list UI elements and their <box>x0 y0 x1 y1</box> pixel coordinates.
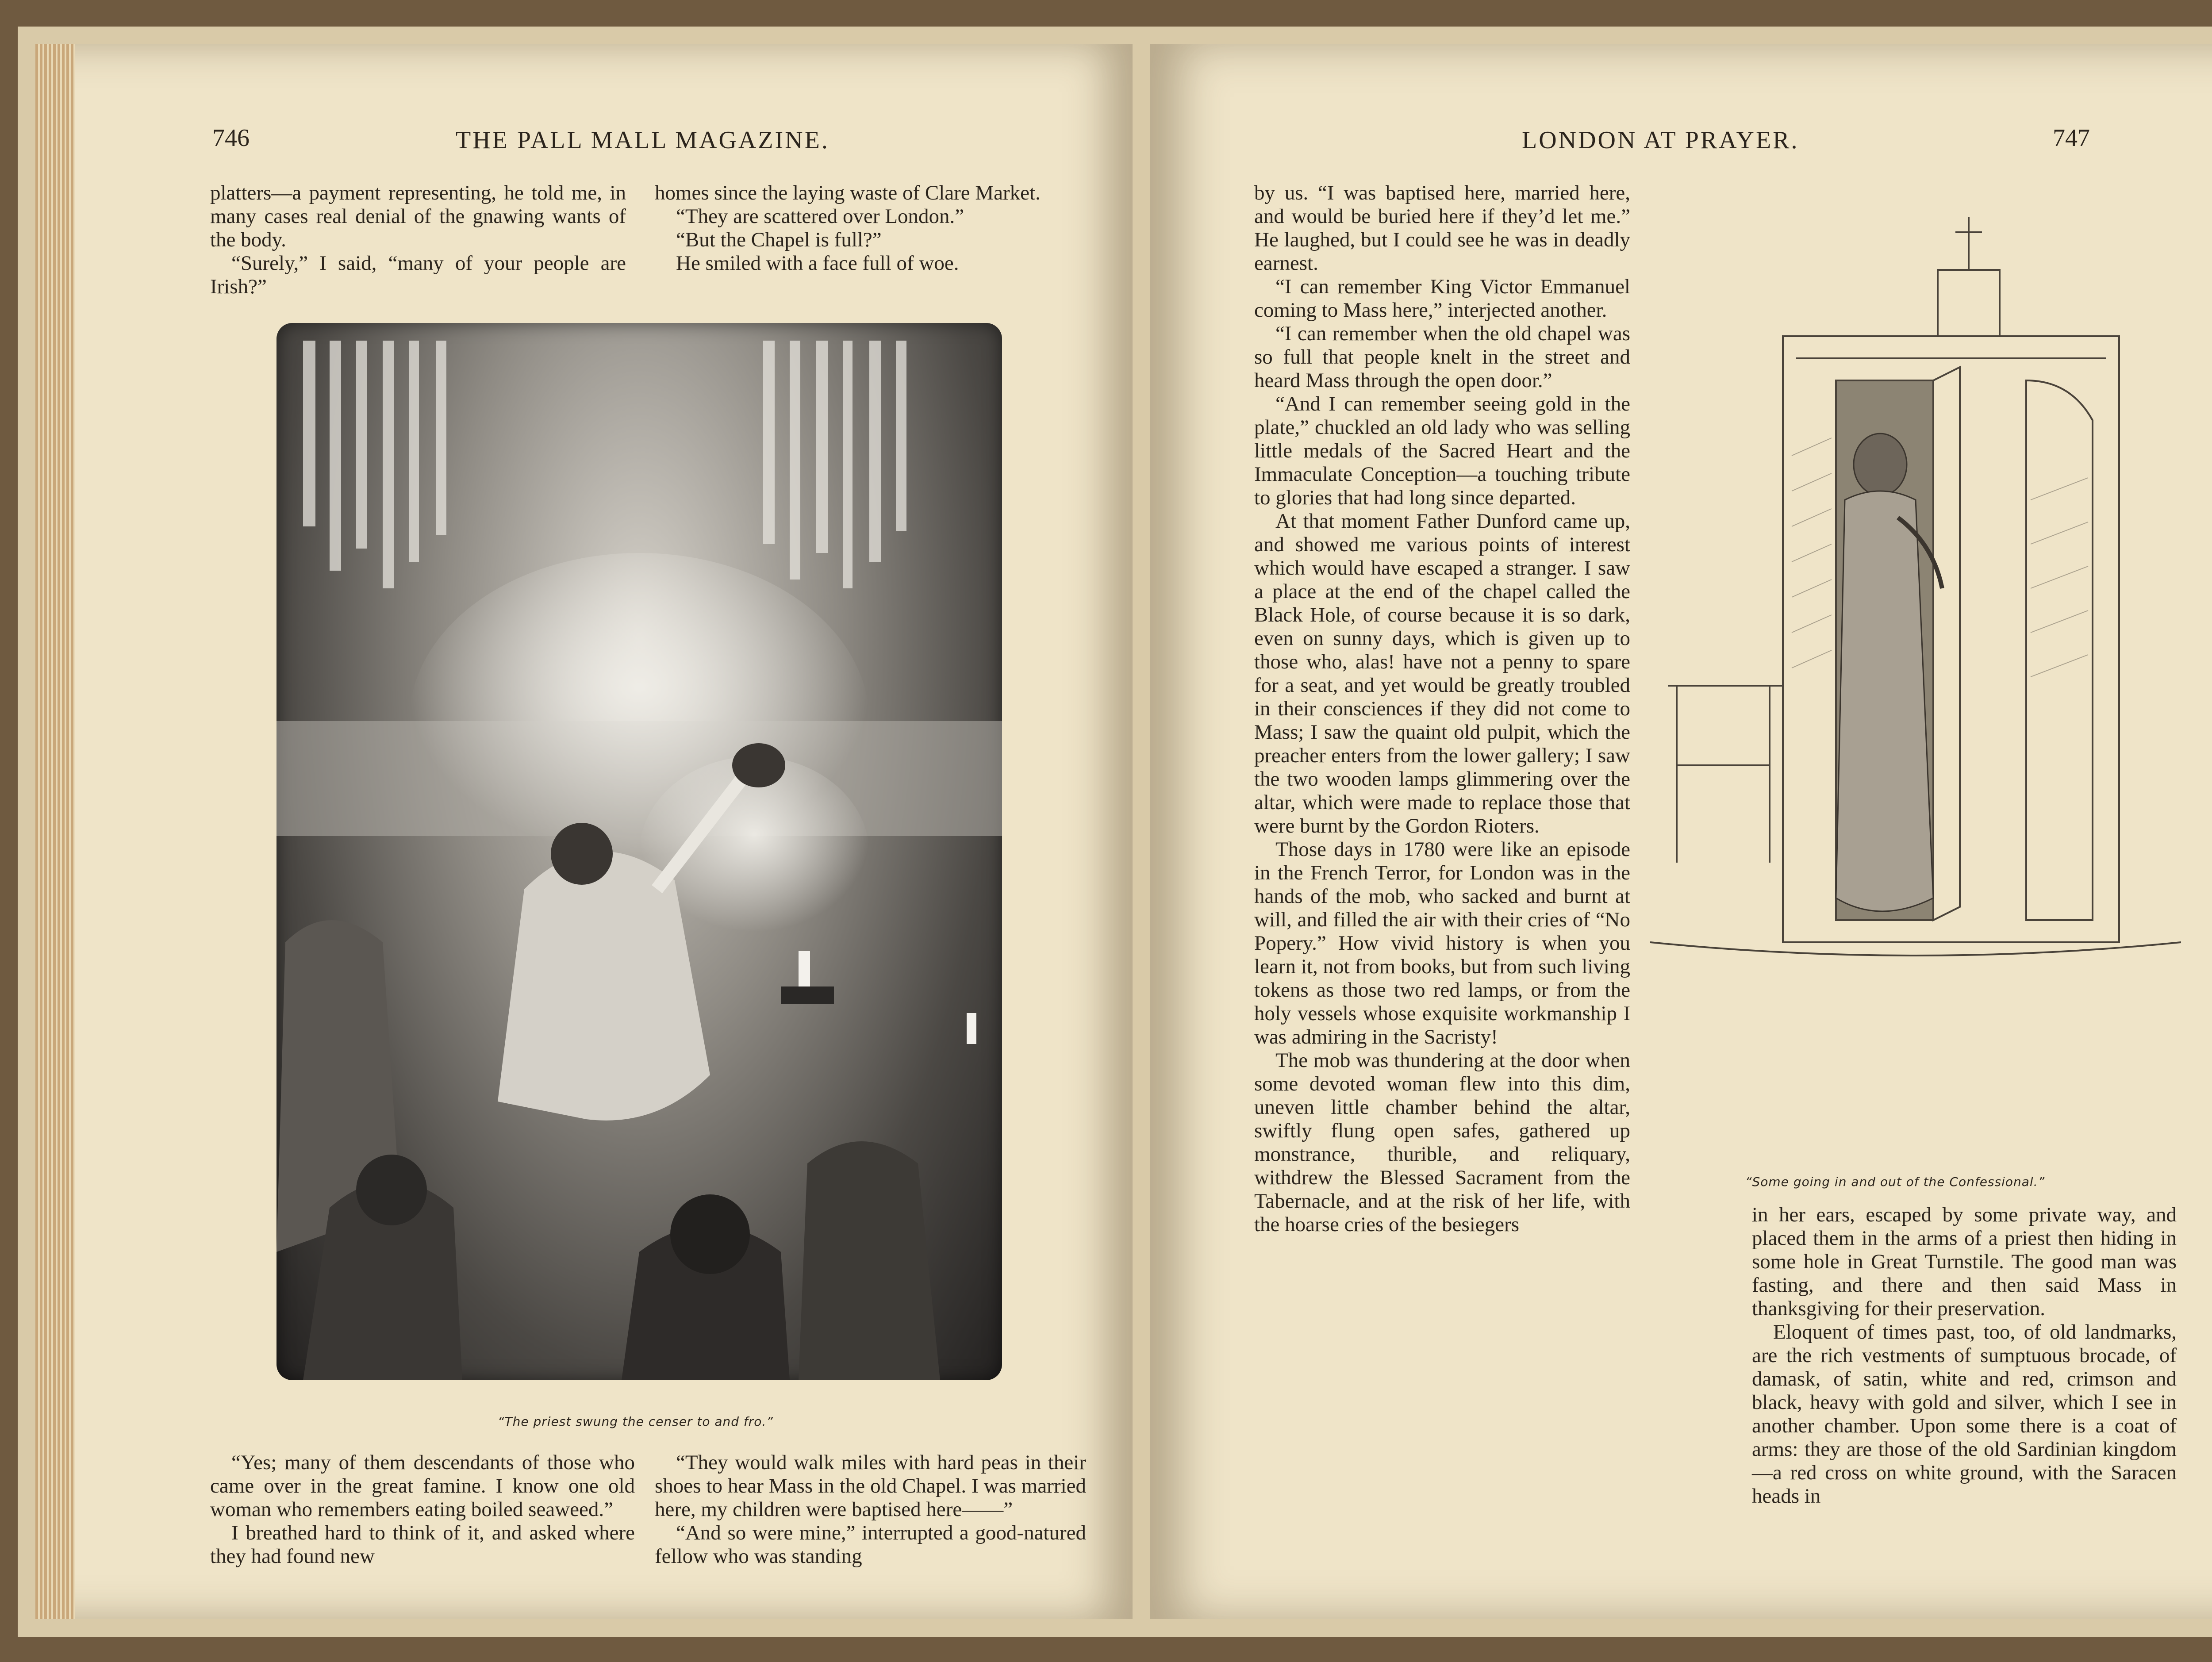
paragraph: “I can remember when the old chapel was so full that people knelt in the street and heard Mass through the open door.” <box>1254 322 1630 392</box>
paragraph: in her ears, escaped by some private way, and placed them in the arms of a priest then hiding in some hole in Great Turnstile. The good man was fasting, and there and then said Mass in thanksgiving for their preservation. <box>1752 1203 2177 1320</box>
paragraph: “Yes; many of them descendants of those who came over in the great famine. I know one old woman who remembers eating boiled seaweed.” <box>210 1451 635 1521</box>
book-spread <box>18 27 2212 1637</box>
left-top-column-2 <box>655 181 1086 275</box>
left-running-head: THE PALL MALL MAGAZINE. <box>456 127 830 154</box>
left-folio: 746 <box>212 124 250 152</box>
right-illustration-caption: “Some going in and out of the Confessional.” <box>1745 1175 2045 1189</box>
page-edges <box>35 44 75 1619</box>
left-bottom-column-2 <box>655 1451 1086 1568</box>
right-folio: 747 <box>2053 124 2090 152</box>
left-page <box>35 44 1133 1619</box>
paragraph: homes since the laying waste of Clare Market. <box>655 181 1041 204</box>
paragraph: “They are scattered over London.” <box>676 205 964 228</box>
paragraph: “I can remember King Victor Emmanuel coming to Mass here,” interjected another. <box>1254 275 1630 322</box>
paragraph: I breathed hard to think of it, and asked where they had found new <box>210 1521 635 1568</box>
right-column-2 <box>1752 1203 2177 1508</box>
paragraph: The mob was thundering at the door when some devoted woman flew into this dim, uneven little chamber behind the altar, swiftly flung open safes, gathered up monstrance, thurible, and reliquary, withdrew the Blessed Sacrament from the Tabernacle, and at the risk of her life, with the hoarse cries of the besiegers <box>1254 1049 1630 1236</box>
paragraph: “But the Chapel is full?” <box>676 228 882 251</box>
paragraph: He smiled with a face full of woe. <box>676 252 959 275</box>
paragraph: Eloquent of times past, too, of old landmarks, are the rich vestments of sumptuous brocade, of damask, of satin, white and red, crimson and black, heavy with gold and silver, which I see in another chamber. Upon some there is a coat of arms: they are those of the old Sardinian kingdom—a red cross on white ground, with the Saracen heads in <box>1752 1320 2177 1508</box>
left-illustration-caption: “The priest swung the censer to and fro.” <box>498 1414 773 1429</box>
paragraph: “Surely,” I said, “many of your people are Irish?” <box>210 252 626 298</box>
left-bottom-column-1 <box>210 1451 635 1568</box>
paragraph: platters—a payment representing, he told me, in many cases real denial of the gnawing wants of the body. <box>210 181 626 251</box>
paragraph: Those days in 1780 were like an episode in the French Terror, for London was in the hands of the mob, who sacked and burnt at will, and filled the air with their cries of “No Popery.” How vivid history is when you learn it, not from books, but from such living tokens as those two red lamps, or from the holy vessels whose exquisite workmanship I was admiring in the Sacristy! <box>1254 838 1630 1048</box>
illustration-priest-censer <box>276 323 1002 1380</box>
paragraph: “And so were mine,” interrupted a good-natured fellow who was standing <box>655 1521 1086 1568</box>
right-page <box>1150 44 2212 1619</box>
paragraph: “And I can remember seeing gold in the plate,” chuckled an old lady who was selling little medals of the Sacred Heart and the Immaculate Conception—a touching tribute to glories that had long since departed. <box>1254 392 1630 509</box>
right-running-head: LONDON AT PRAYER. <box>1522 127 1799 154</box>
right-column-1 <box>1254 181 1630 1236</box>
paragraph: “They would walk miles with hard peas in their shoes to hear Mass in the old Chapel. I was married here, my children were baptised here——” <box>655 1451 1086 1521</box>
paragraph: At that moment Father Dunford came up, and showed me various points of interest which would have escaped a stranger. I saw a place at the end of the chapel called the Black Hole, of course because it is so dark, even on sunny days, which is given up to those who, alas! have not a penny to spare for a seat, and yet would be greatly troubled in their consciences if they did not come to Mass; I saw the quaint old pulpit, which the preacher enters from the lower gallery; I saw the two wooden lamps glimmering over the altar, which were made to replace those that were burnt by the Gordon Rioters. <box>1254 510 1630 837</box>
left-top-column-1 <box>210 181 626 299</box>
illustration-confessional <box>1650 190 2181 1040</box>
paragraph: by us. “I was baptised here, married here, and would be buried here if they’d let me.” He laughed, but I could see he was in deadly earnest. <box>1254 181 1630 275</box>
